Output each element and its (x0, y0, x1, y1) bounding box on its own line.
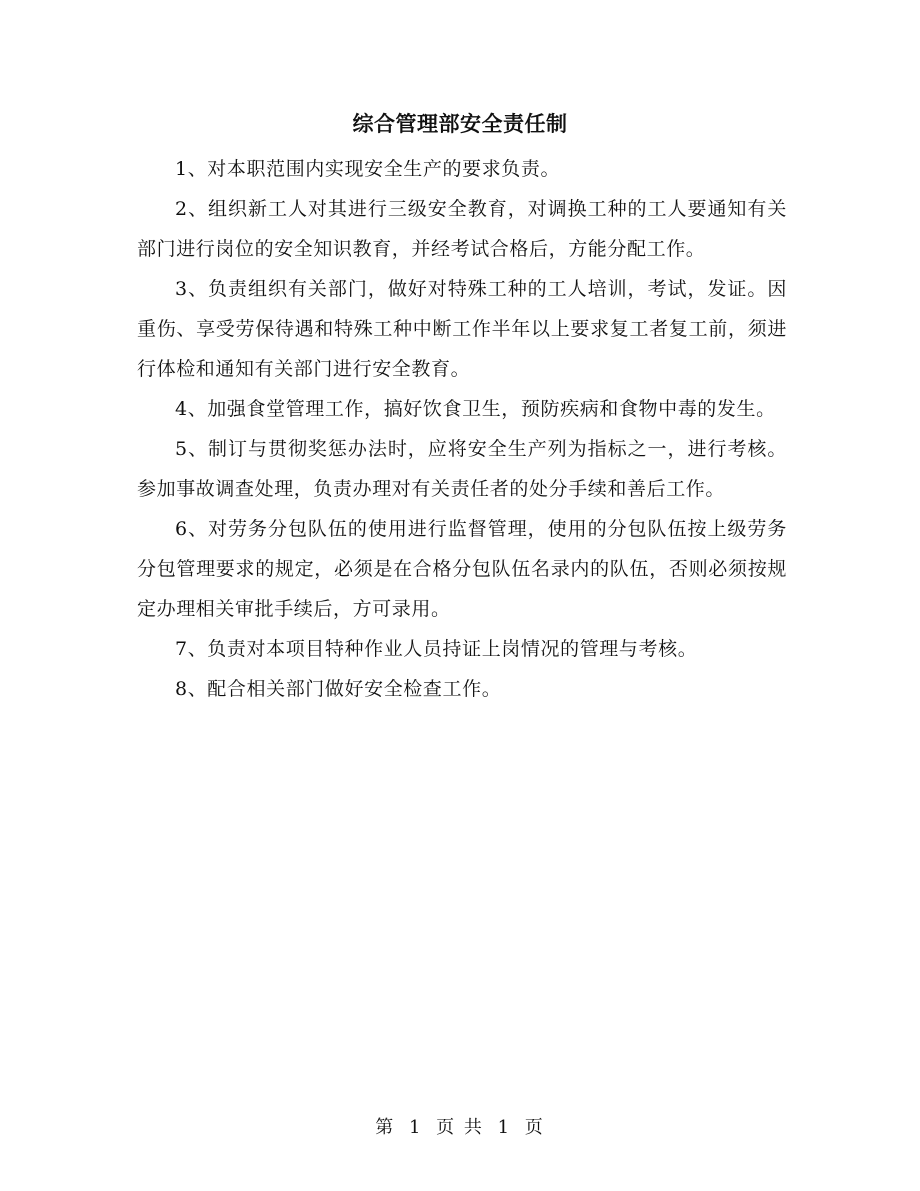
page-label-mid: 页 共 (436, 1117, 484, 1138)
paragraph-6: 6、对劳务分包队伍的使用进行监督管理，使用的分包队伍按上级劳务分包管理要求的规定，必须是在合格分包队伍名录内的队伍，否则必须按规定办理相关审批手续后，方可录用。 (137, 518, 787, 620)
paragraph-4: 4、加强食堂管理工作，搞好饮食卫生，预防疾病和食物中毒的发生。 (175, 398, 776, 420)
paragraph-1: 1、对本职范围内实现安全生产的要求负责。 (175, 158, 561, 180)
paragraph-5: 5、制订与贯彻奖惩办法时，应将安全生产列为指标之一，进行考核。参加事故调查处理，负责办理对有关责任者的处分手续和善后工作。 (137, 438, 787, 500)
current-page-number: 1 (408, 1117, 423, 1138)
page-title: 综合管理部安全责任制 (352, 111, 568, 136)
total-pages-number: 1 (497, 1117, 512, 1138)
paragraph-2: 2、组织新工人对其进行三级安全教育，对调换工种的工人要通知有关部门进行岗位的安全知识教育，并经考试合格后，方能分配工作。 (137, 198, 787, 260)
page-label-prefix: 第 (375, 1117, 396, 1138)
page-footer (0, 1113, 920, 1139)
page-label-suffix: 页 (524, 1117, 545, 1138)
paragraph-8: 8、配合相关部门做好安全检查工作。 (175, 678, 502, 700)
document-body (137, 149, 787, 709)
paragraph-7: 7、负责对本项目特种作业人员持证上岗情况的管理与考核。 (175, 638, 698, 660)
paragraph-3: 3、负责组织有关部门，做好对特殊工种的工人培训，考试，发证。因重伤、享受劳保待遇和特殊工种中断工作半年以上要求复工者复工前，须进行体检和通知有关部门进行安全教育。 (137, 278, 787, 380)
